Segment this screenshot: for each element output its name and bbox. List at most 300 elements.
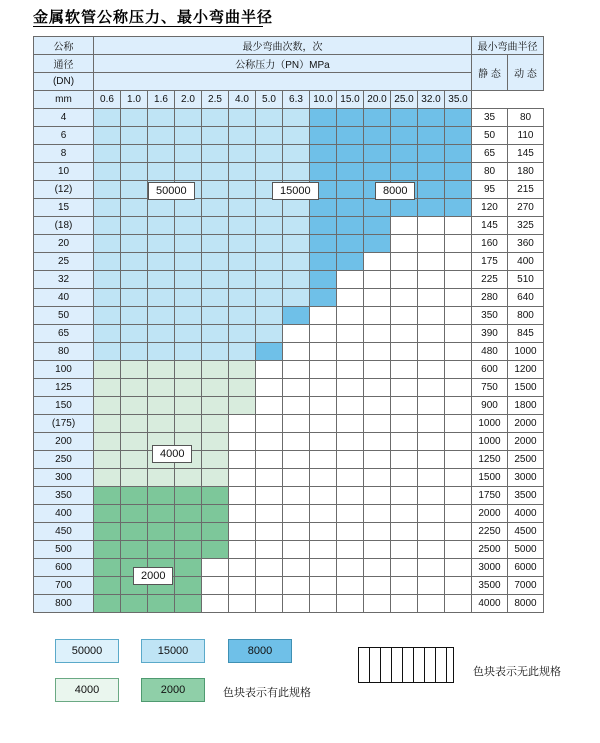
static-radius-cell: 1250 xyxy=(472,451,508,469)
dynamic-radius-cell: 510 xyxy=(508,271,544,289)
grid-cell xyxy=(121,163,148,181)
table-row xyxy=(34,505,544,523)
dn-cell: 600 xyxy=(34,559,94,577)
grid-cell xyxy=(283,433,310,451)
dynamic-radius-cell: 2500 xyxy=(508,451,544,469)
grid-cell xyxy=(229,217,256,235)
grid-cell xyxy=(283,559,310,577)
static-radius-cell: 50 xyxy=(472,127,508,145)
pressure-col-header: 1.0 xyxy=(121,91,148,109)
grid-cell xyxy=(202,271,229,289)
dn-cell: 50 xyxy=(34,307,94,325)
grid-cell xyxy=(391,577,418,595)
grid-cell xyxy=(121,361,148,379)
grid-cell xyxy=(148,325,175,343)
dn-cell: 25 xyxy=(34,253,94,271)
grid-cell xyxy=(283,397,310,415)
grid-cell xyxy=(121,271,148,289)
dynamic-radius-cell: 845 xyxy=(508,325,544,343)
grid-cell xyxy=(337,595,364,613)
grid-cell xyxy=(175,415,202,433)
grid-cell xyxy=(310,289,337,307)
grid-cell xyxy=(121,217,148,235)
grid-cell xyxy=(202,523,229,541)
grid-cell xyxy=(391,127,418,145)
grid-cell xyxy=(391,235,418,253)
table-row xyxy=(34,271,544,289)
grid-cell xyxy=(256,523,283,541)
grid-cell xyxy=(418,343,445,361)
grid-cell xyxy=(256,217,283,235)
grid-cell xyxy=(175,253,202,271)
grid-cell xyxy=(283,145,310,163)
static-radius-cell: 35 xyxy=(472,109,508,127)
grid-cell xyxy=(202,253,229,271)
grid-cell xyxy=(229,523,256,541)
pressure-col-header: 15.0 xyxy=(337,91,364,109)
static-radius-cell: 1750 xyxy=(472,487,508,505)
grid-cell xyxy=(121,433,148,451)
grid-cell xyxy=(418,361,445,379)
grid-cell xyxy=(337,451,364,469)
grid-cell xyxy=(202,307,229,325)
grid-cell xyxy=(445,127,472,145)
grid-cell xyxy=(94,397,121,415)
grid-cell xyxy=(229,505,256,523)
grid-cell xyxy=(418,541,445,559)
grid-cell xyxy=(445,163,472,181)
grid-cell xyxy=(310,343,337,361)
grid-cell xyxy=(175,487,202,505)
dn-cell: 65 xyxy=(34,325,94,343)
grid-cell xyxy=(445,523,472,541)
grid-cell xyxy=(202,505,229,523)
grid-cell xyxy=(202,379,229,397)
grid-cell xyxy=(256,361,283,379)
grid-cell xyxy=(175,289,202,307)
dynamic-radius-cell: 360 xyxy=(508,235,544,253)
grid-cell xyxy=(445,505,472,523)
grid-cell xyxy=(229,307,256,325)
grid-cell xyxy=(121,253,148,271)
table-row xyxy=(34,145,544,163)
grid-cell xyxy=(418,217,445,235)
static-radius-cell: 1500 xyxy=(472,469,508,487)
grid-cell xyxy=(148,379,175,397)
grid-cell xyxy=(256,325,283,343)
dn-cell: 8 xyxy=(34,145,94,163)
static-radius-cell: 65 xyxy=(472,145,508,163)
grid-cell xyxy=(283,325,310,343)
grid-cell xyxy=(391,595,418,613)
grid-cell xyxy=(364,127,391,145)
grid-cell xyxy=(202,127,229,145)
grid-cell xyxy=(337,343,364,361)
grid-cell xyxy=(202,217,229,235)
grid-cell xyxy=(391,541,418,559)
grid-cell xyxy=(121,109,148,127)
grid-cell xyxy=(364,325,391,343)
grid-cell xyxy=(391,307,418,325)
grid-cell xyxy=(283,577,310,595)
grid-cell xyxy=(256,289,283,307)
grid-cell xyxy=(202,433,229,451)
grid-cell xyxy=(202,235,229,253)
grid-cell xyxy=(337,397,364,415)
table-row xyxy=(34,343,544,361)
dynamic-radius-cell: 6000 xyxy=(508,559,544,577)
dynamic-radius-cell: 400 xyxy=(508,253,544,271)
static-radius-cell: 1000 xyxy=(472,433,508,451)
grid-cell xyxy=(445,181,472,199)
grid-cell xyxy=(445,559,472,577)
grid-cell xyxy=(418,109,445,127)
dn-cell: 125 xyxy=(34,379,94,397)
grid-cell xyxy=(418,595,445,613)
static-radius-cell: 2500 xyxy=(472,541,508,559)
grid-cell xyxy=(391,325,418,343)
static-radius-cell: 480 xyxy=(472,343,508,361)
grid-cell xyxy=(391,505,418,523)
grid-cell xyxy=(256,163,283,181)
grid-cell xyxy=(202,163,229,181)
grid-cell xyxy=(256,235,283,253)
grid-cell xyxy=(94,271,121,289)
dynamic-radius-cell: 5000 xyxy=(508,541,544,559)
grid-cell xyxy=(391,199,418,217)
grid-cell xyxy=(391,289,418,307)
grid-cell xyxy=(121,325,148,343)
legend-box-50000: 50000 xyxy=(55,639,119,663)
spec-table xyxy=(33,36,544,613)
grid-cell xyxy=(256,541,283,559)
grid-cell xyxy=(364,145,391,163)
grid-cell xyxy=(445,361,472,379)
grid-cell xyxy=(256,451,283,469)
dn-cell: 4 xyxy=(34,109,94,127)
grid-cell xyxy=(283,361,310,379)
table-row xyxy=(34,217,544,235)
static-radius-cell: 2000 xyxy=(472,505,508,523)
grid-cell xyxy=(418,127,445,145)
grid-cell xyxy=(202,325,229,343)
grid-cell xyxy=(337,163,364,181)
grid-cell xyxy=(148,415,175,433)
grid-cell xyxy=(148,289,175,307)
grid-cell xyxy=(445,379,472,397)
grid-cell xyxy=(337,181,364,199)
grid-cell xyxy=(175,595,202,613)
grid-cell xyxy=(256,127,283,145)
table-row xyxy=(34,415,544,433)
grid-cell xyxy=(310,379,337,397)
dynamic-radius-cell: 8000 xyxy=(508,595,544,613)
grid-cell xyxy=(229,433,256,451)
grid-cell xyxy=(445,343,472,361)
table-row xyxy=(34,559,544,577)
grid-cell xyxy=(283,217,310,235)
grid-cell xyxy=(310,199,337,217)
table-row xyxy=(34,595,544,613)
grid-cell xyxy=(175,379,202,397)
header-dn-line3: (DN) xyxy=(34,73,94,91)
grid-cell xyxy=(175,145,202,163)
grid-cell xyxy=(310,127,337,145)
grid-cell xyxy=(418,523,445,541)
dn-cell: 300 xyxy=(34,469,94,487)
overlay-label: 4000 xyxy=(152,445,192,463)
grid-cell xyxy=(148,271,175,289)
grid-cell xyxy=(337,235,364,253)
grid-cell xyxy=(94,505,121,523)
static-radius-cell: 120 xyxy=(472,199,508,217)
grid-cell xyxy=(229,163,256,181)
grid-cell xyxy=(256,145,283,163)
table-row xyxy=(34,109,544,127)
grid-cell xyxy=(94,181,121,199)
legend-stripe-swatch xyxy=(358,647,454,683)
grid-cell xyxy=(94,469,121,487)
grid-cell xyxy=(94,145,121,163)
grid-cell xyxy=(202,109,229,127)
grid-cell xyxy=(121,451,148,469)
grid-cell xyxy=(310,415,337,433)
grid-cell xyxy=(283,235,310,253)
grid-cell xyxy=(337,325,364,343)
dn-cell: 450 xyxy=(34,523,94,541)
grid-cell xyxy=(94,163,121,181)
static-radius-cell: 1000 xyxy=(472,415,508,433)
grid-cell xyxy=(148,469,175,487)
dn-cell: 350 xyxy=(34,487,94,505)
grid-cell xyxy=(229,199,256,217)
grid-cell xyxy=(94,523,121,541)
grid-cell xyxy=(445,217,472,235)
grid-cell xyxy=(121,487,148,505)
static-radius-cell: 390 xyxy=(472,325,508,343)
dn-cell: 200 xyxy=(34,433,94,451)
grid-cell xyxy=(175,469,202,487)
legend-box-4000: 4000 xyxy=(55,678,119,702)
grid-cell xyxy=(229,451,256,469)
static-radius-cell: 900 xyxy=(472,397,508,415)
grid-cell xyxy=(175,109,202,127)
grid-cell xyxy=(121,541,148,559)
dn-cell: 15 xyxy=(34,199,94,217)
grid-cell xyxy=(445,145,472,163)
grid-cell xyxy=(391,271,418,289)
pressure-col-header: 4.0 xyxy=(229,91,256,109)
static-radius-cell: 4000 xyxy=(472,595,508,613)
grid-cell xyxy=(310,559,337,577)
table-row xyxy=(34,253,544,271)
table-row xyxy=(34,307,544,325)
overlay-label: 8000 xyxy=(375,182,415,200)
grid-cell xyxy=(94,577,121,595)
static-radius-cell: 160 xyxy=(472,235,508,253)
table-header xyxy=(34,37,544,109)
table-row xyxy=(34,541,544,559)
grid-cell xyxy=(202,559,229,577)
grid-cell xyxy=(148,505,175,523)
dynamic-radius-cell: 640 xyxy=(508,289,544,307)
grid-cell xyxy=(283,343,310,361)
grid-cell xyxy=(364,541,391,559)
dynamic-radius-cell: 7000 xyxy=(508,577,544,595)
grid-cell xyxy=(337,469,364,487)
legend-box-2000: 2000 xyxy=(141,678,205,702)
table-row xyxy=(34,451,544,469)
grid-cell xyxy=(364,217,391,235)
grid-cell xyxy=(121,235,148,253)
grid-cell xyxy=(229,145,256,163)
dynamic-radius-cell: 2000 xyxy=(508,433,544,451)
grid-cell xyxy=(121,469,148,487)
grid-cell xyxy=(391,217,418,235)
grid-cell xyxy=(121,145,148,163)
grid-cell xyxy=(445,307,472,325)
grid-cell xyxy=(310,469,337,487)
dn-cell: (175) xyxy=(34,415,94,433)
header-dynamic: 动 态 xyxy=(508,55,544,91)
grid-cell xyxy=(148,343,175,361)
grid-cell xyxy=(391,163,418,181)
grid-cell xyxy=(418,199,445,217)
grid-cell xyxy=(364,379,391,397)
table-row xyxy=(34,469,544,487)
pressure-col-header: 2.5 xyxy=(202,91,229,109)
grid-cell xyxy=(256,577,283,595)
grid-cell xyxy=(175,127,202,145)
grid-cell xyxy=(391,451,418,469)
pressure-col-header: 25.0 xyxy=(391,91,418,109)
dynamic-radius-cell: 145 xyxy=(508,145,544,163)
dynamic-radius-cell: 1000 xyxy=(508,343,544,361)
grid-cell xyxy=(418,271,445,289)
dn-cell: (18) xyxy=(34,217,94,235)
grid-cell xyxy=(391,415,418,433)
grid-cell xyxy=(364,595,391,613)
grid-cell xyxy=(121,181,148,199)
grid-cell xyxy=(229,595,256,613)
grid-cell xyxy=(391,397,418,415)
dynamic-radius-cell: 1200 xyxy=(508,361,544,379)
grid-cell xyxy=(391,145,418,163)
legend-box-8000: 8000 xyxy=(228,639,292,663)
dn-cell: 32 xyxy=(34,271,94,289)
grid-cell xyxy=(364,451,391,469)
table-row xyxy=(34,199,544,217)
table-row xyxy=(34,577,544,595)
grid-cell xyxy=(310,541,337,559)
grid-cell xyxy=(445,325,472,343)
grid-cell xyxy=(94,217,121,235)
grid-cell xyxy=(121,595,148,613)
header-radius: 最小弯曲半径 xyxy=(472,37,544,55)
grid-cell xyxy=(256,469,283,487)
grid-cell xyxy=(94,343,121,361)
grid-cell xyxy=(391,523,418,541)
dn-cell: (12) xyxy=(34,181,94,199)
grid-cell xyxy=(148,217,175,235)
grid-cell xyxy=(94,451,121,469)
grid-cell xyxy=(229,577,256,595)
static-radius-cell: 2250 xyxy=(472,523,508,541)
grid-cell xyxy=(175,325,202,343)
grid-cell xyxy=(121,343,148,361)
grid-cell xyxy=(310,595,337,613)
grid-cell xyxy=(418,451,445,469)
grid-cell xyxy=(229,109,256,127)
grid-cell xyxy=(364,109,391,127)
grid-cell xyxy=(310,397,337,415)
dynamic-radius-cell: 2000 xyxy=(508,415,544,433)
grid-cell xyxy=(418,289,445,307)
grid-cell xyxy=(175,199,202,217)
grid-cell xyxy=(418,469,445,487)
dn-cell: 400 xyxy=(34,505,94,523)
grid-cell xyxy=(229,361,256,379)
grid-cell xyxy=(391,487,418,505)
dn-cell: 250 xyxy=(34,451,94,469)
grid-cell xyxy=(94,595,121,613)
grid-cell xyxy=(364,559,391,577)
grid-cell xyxy=(418,163,445,181)
grid-cell xyxy=(148,127,175,145)
overlay-label: 50000 xyxy=(148,182,195,200)
grid-cell xyxy=(310,487,337,505)
dn-cell: 20 xyxy=(34,235,94,253)
overlay-label: 2000 xyxy=(133,567,173,585)
grid-cell xyxy=(202,181,229,199)
grid-cell xyxy=(283,163,310,181)
dn-cell: 10 xyxy=(34,163,94,181)
grid-cell xyxy=(418,505,445,523)
grid-cell xyxy=(364,271,391,289)
grid-cell xyxy=(337,559,364,577)
grid-cell xyxy=(364,487,391,505)
grid-cell xyxy=(202,487,229,505)
grid-cell xyxy=(445,397,472,415)
grid-cell xyxy=(256,559,283,577)
grid-cell xyxy=(94,289,121,307)
grid-cell xyxy=(445,487,472,505)
grid-cell xyxy=(229,343,256,361)
grid-cell xyxy=(445,271,472,289)
grid-cell xyxy=(202,199,229,217)
grid-cell xyxy=(310,163,337,181)
grid-cell xyxy=(94,433,121,451)
grid-cell xyxy=(256,199,283,217)
grid-cell xyxy=(175,343,202,361)
dynamic-radius-cell: 4500 xyxy=(508,523,544,541)
grid-cell xyxy=(94,541,121,559)
grid-cell xyxy=(310,325,337,343)
grid-cell xyxy=(148,199,175,217)
grid-cell xyxy=(256,397,283,415)
grid-cell xyxy=(202,361,229,379)
grid-cell xyxy=(202,469,229,487)
grid-cell xyxy=(175,397,202,415)
grid-cell xyxy=(364,199,391,217)
grid-cell xyxy=(364,397,391,415)
grid-cell xyxy=(121,127,148,145)
grid-cell xyxy=(283,271,310,289)
dn-cell: 700 xyxy=(34,577,94,595)
dynamic-radius-cell: 4000 xyxy=(508,505,544,523)
static-radius-cell: 750 xyxy=(472,379,508,397)
grid-cell xyxy=(445,469,472,487)
